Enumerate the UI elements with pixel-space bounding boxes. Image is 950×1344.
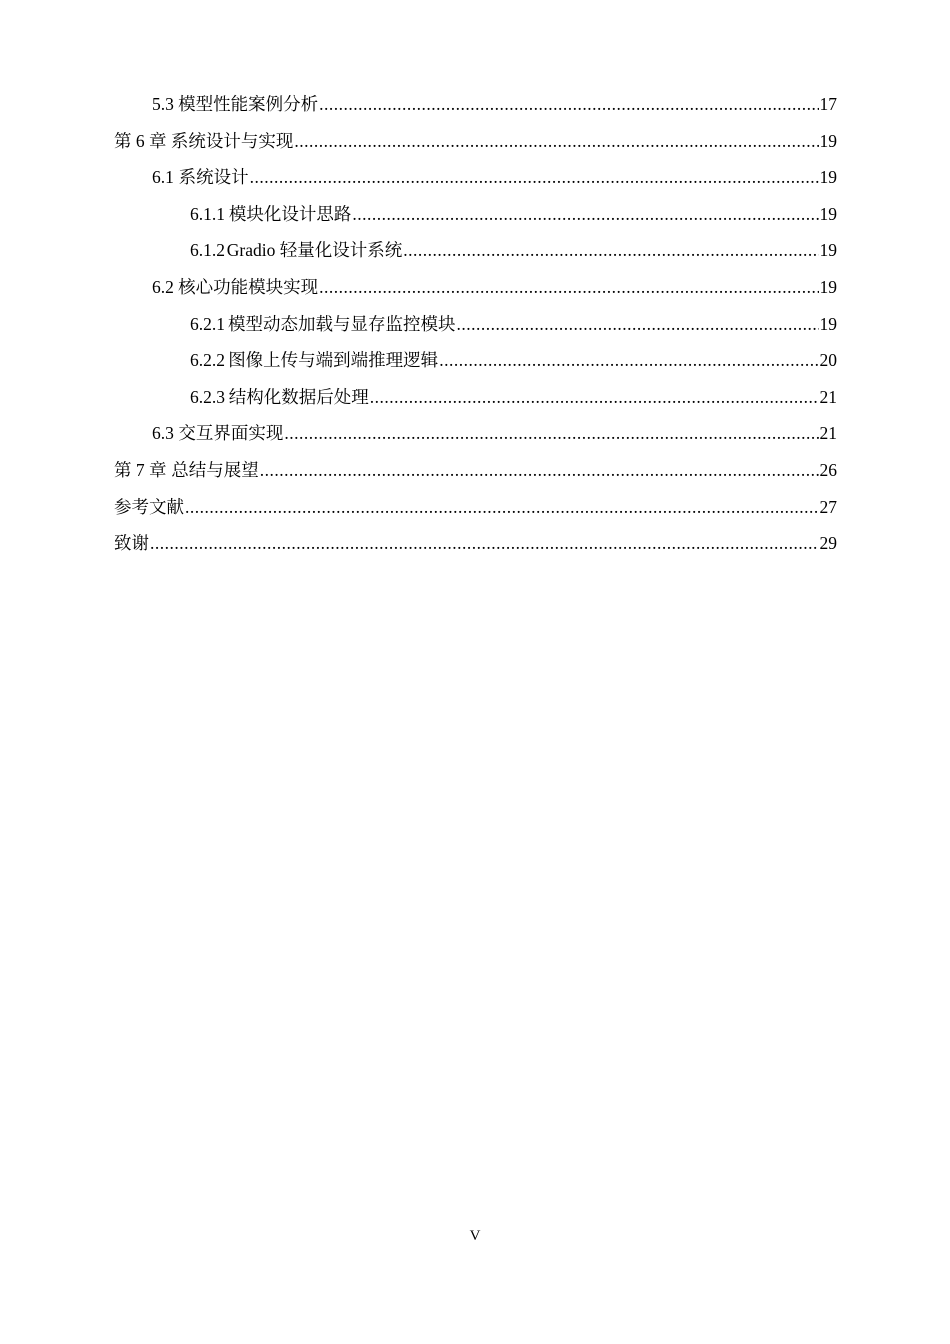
toc-entry[interactable] xyxy=(114,379,837,416)
toc-entry[interactable] xyxy=(114,525,837,562)
toc-leader-dots xyxy=(150,525,819,562)
toc-entry-number: 6.2.1 xyxy=(190,313,225,334)
toc-entry-title: 模型性能案例分析 xyxy=(178,94,319,114)
toc-entry-title: 模块化设计思路 xyxy=(228,203,352,224)
toc-entry-number: 6.1.2 xyxy=(190,240,225,261)
toc-entry-number: 6.2 xyxy=(152,276,174,297)
toc-leader-dots xyxy=(439,342,818,379)
toc-entry-page: 27 xyxy=(819,496,837,517)
toc-entry[interactable] xyxy=(114,306,837,343)
toc-entry-page: 20 xyxy=(819,350,837,371)
toc-entry-title: 致谢 xyxy=(114,533,149,554)
toc-entry[interactable] xyxy=(114,196,837,233)
toc-entry-page: 19 xyxy=(819,313,837,334)
toc-leader-dots xyxy=(457,306,819,343)
toc-entry[interactable] xyxy=(114,232,837,269)
toc-entry-number: 6.2.3 xyxy=(190,386,225,407)
toc-entry-page: 21 xyxy=(819,423,837,444)
toc-entry-number: 第 6 章 xyxy=(114,130,167,151)
toc-entry-page: 19 xyxy=(819,130,837,151)
toc-entry-title: 参考文献 xyxy=(114,496,184,517)
toc-entry-title: 模型动态加载与显存监控模块 xyxy=(228,313,456,334)
toc-leader-dots xyxy=(319,86,818,123)
toc-entry[interactable] xyxy=(114,159,837,196)
toc-entry-number: 5.3 xyxy=(152,94,174,114)
toc-entry[interactable] xyxy=(114,86,837,123)
toc-entry-number: 6.2.2 xyxy=(190,350,225,371)
toc-entry-page: 19 xyxy=(819,276,837,297)
toc-entry-number: 6.1.1 xyxy=(190,203,225,224)
toc-entry[interactable] xyxy=(114,123,837,160)
toc-entry-number: 6.1 xyxy=(152,167,174,188)
toc-leader-dots xyxy=(370,379,819,416)
toc-entry-number: 6.3 xyxy=(152,423,174,444)
toc-entry-title: 系统设计 xyxy=(178,167,249,188)
toc-entry-number: 第 7 章 xyxy=(114,459,167,480)
page-number: V xyxy=(469,1228,481,1244)
toc-entry-page: 19 xyxy=(819,203,837,224)
toc-entry-page: 17 xyxy=(819,94,837,114)
toc-entry-title: 结构化数据后处理 xyxy=(228,386,369,407)
toc-entry-title: Gradio 轻量化设计系统 xyxy=(226,240,403,261)
toc-entry-title: 总结与展望 xyxy=(171,459,259,480)
toc-entry[interactable] xyxy=(114,415,837,452)
toc-entry[interactable] xyxy=(114,452,837,489)
toc-leader-dots xyxy=(185,489,819,526)
toc-entry[interactable] xyxy=(114,489,837,526)
toc-entry-page: 19 xyxy=(819,240,837,261)
toc-leader-dots xyxy=(352,196,818,233)
toc-leader-dots xyxy=(260,452,819,489)
toc-leader-dots xyxy=(284,415,818,452)
toc-entry-title: 核心功能模块实现 xyxy=(178,276,319,297)
toc-entry-page: 26 xyxy=(819,459,837,480)
toc-entry-page: 21 xyxy=(819,386,837,407)
toc-leader-dots xyxy=(319,269,818,306)
toc-entry-title: 图像上传与端到端推理逻辑 xyxy=(228,350,439,371)
toc-entry-title: 系统设计与实现 xyxy=(170,130,294,151)
table-of-contents xyxy=(114,86,837,562)
toc-leader-dots xyxy=(403,232,818,269)
toc-entry[interactable] xyxy=(114,269,837,306)
toc-entry[interactable] xyxy=(114,342,837,379)
toc-entry-page: 19 xyxy=(819,167,837,188)
toc-leader-dots xyxy=(294,123,818,160)
toc-leader-dots xyxy=(250,159,819,196)
toc-entry-title: 交互界面实现 xyxy=(178,423,284,444)
toc-entry-page: 29 xyxy=(819,533,837,554)
